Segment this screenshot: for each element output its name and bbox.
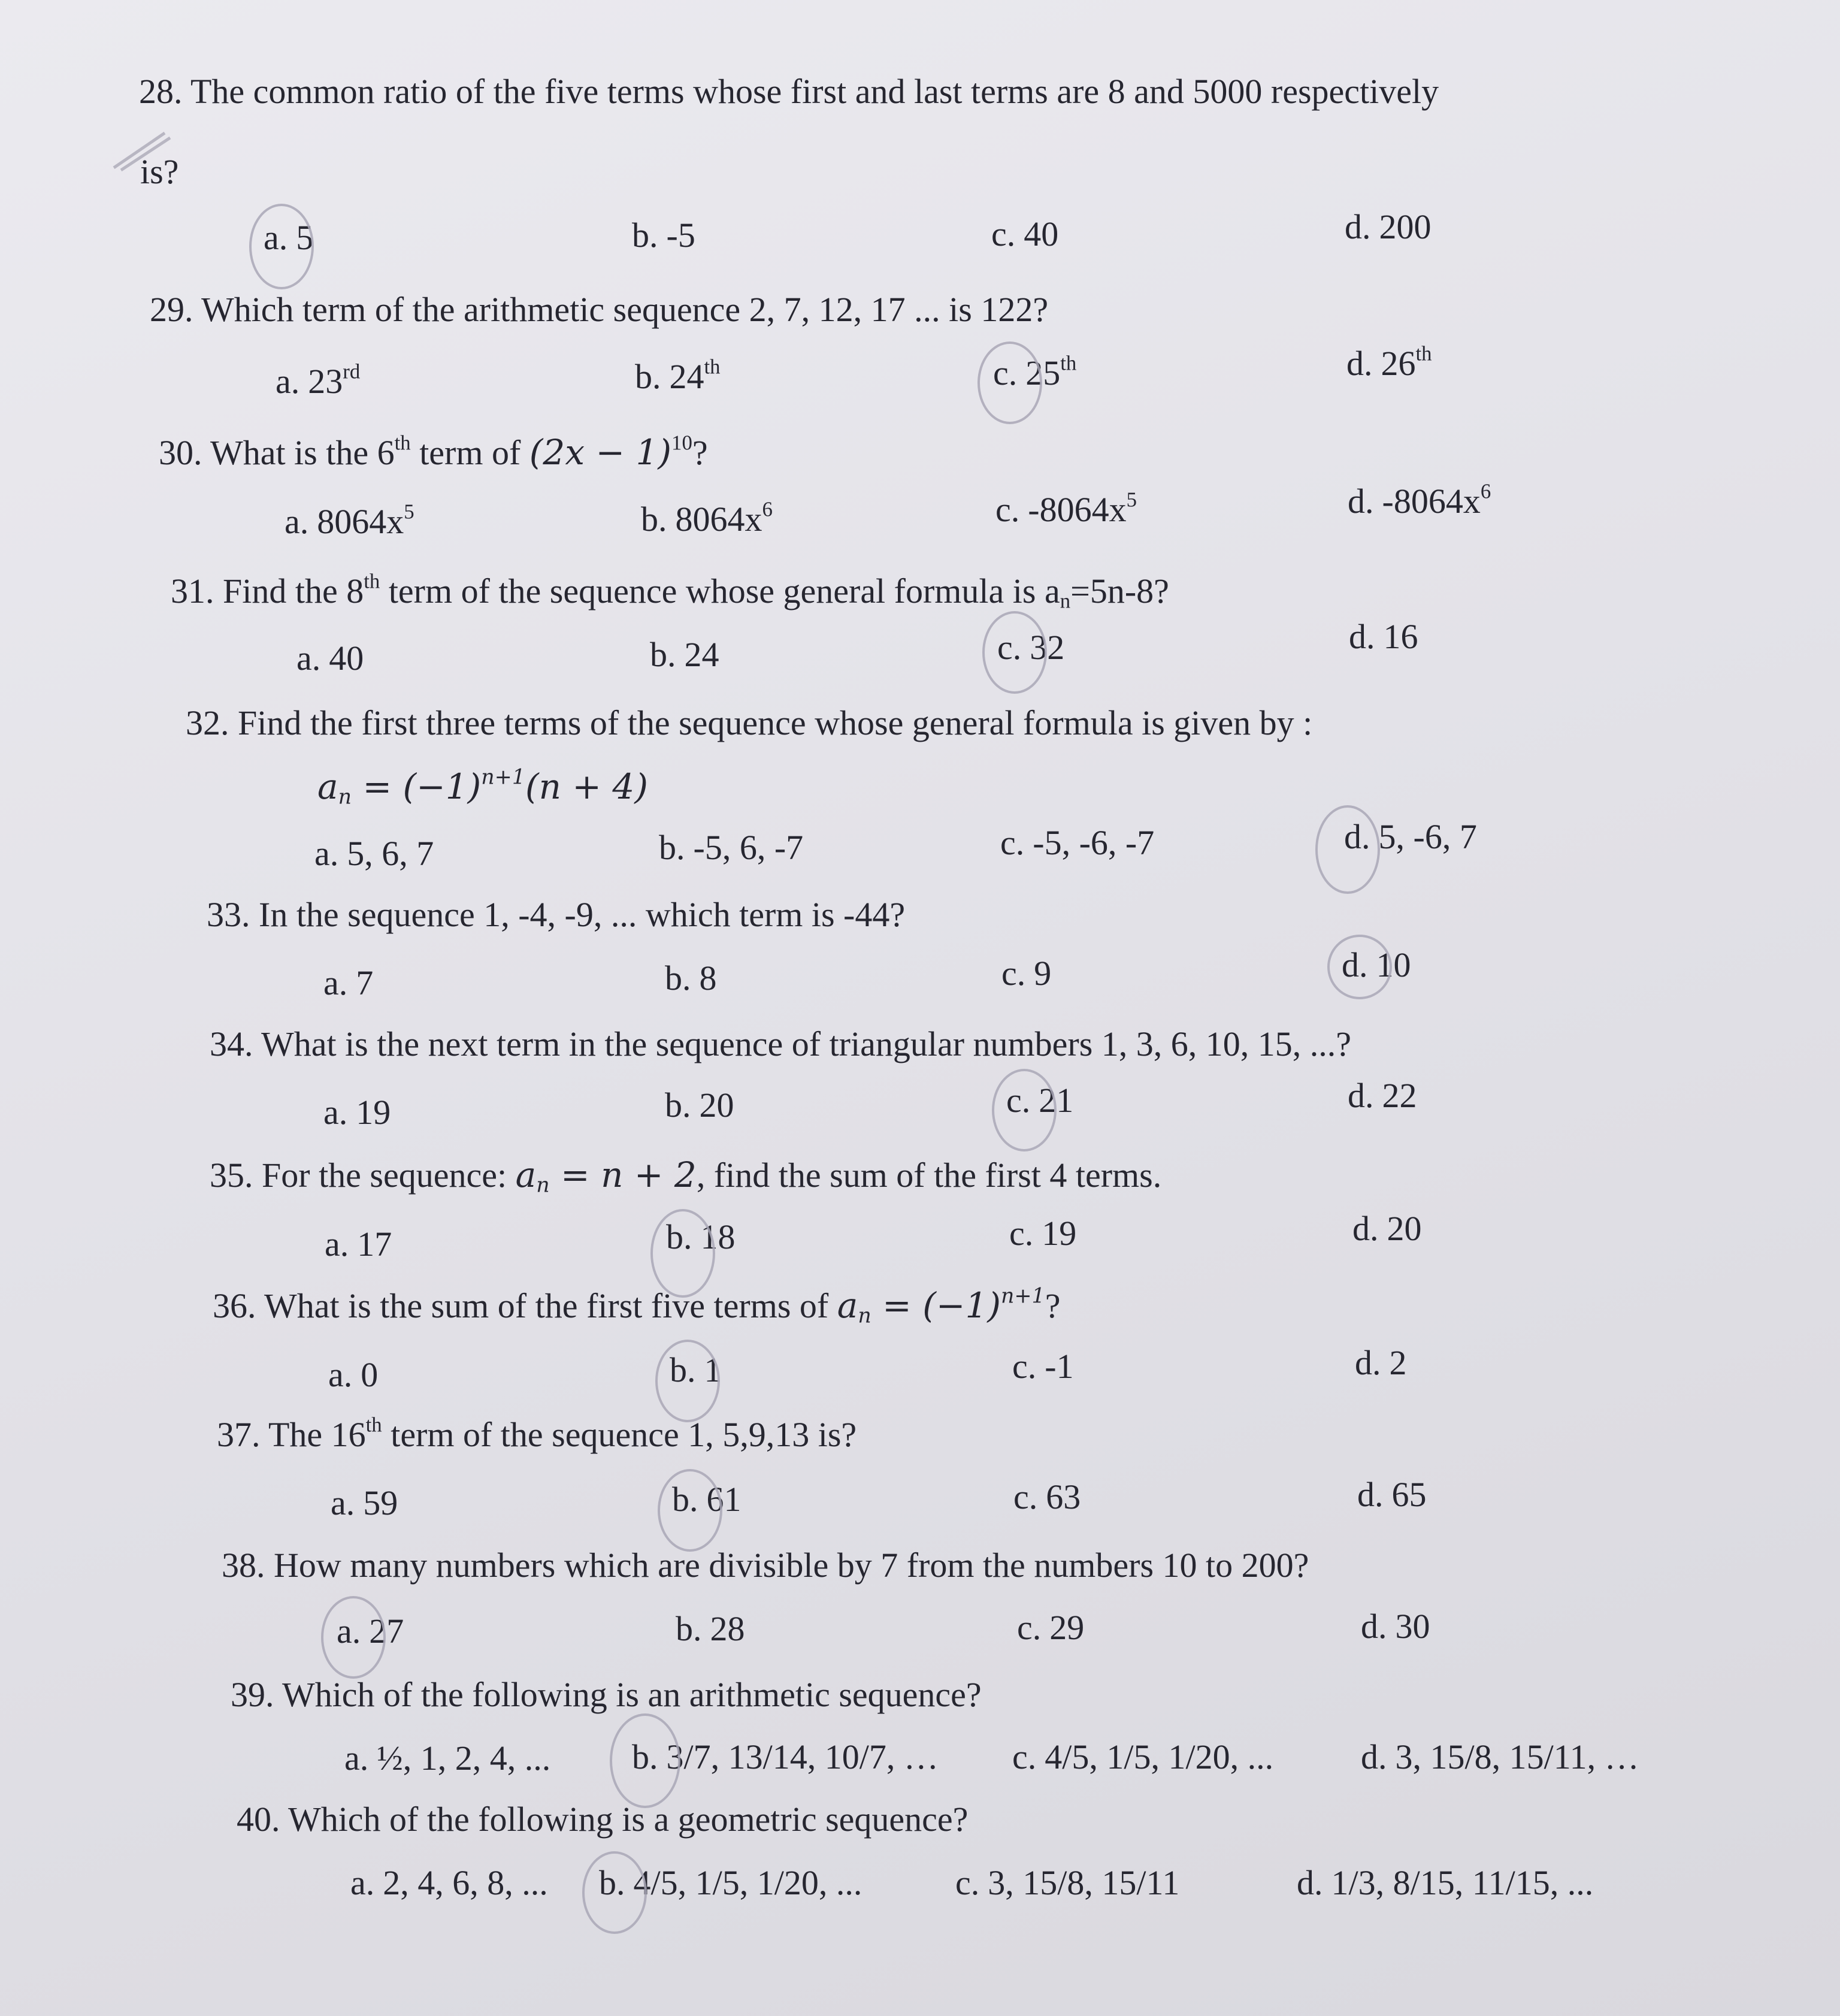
option-31a[interactable]: a. 40 <box>296 639 364 678</box>
option-29d[interactable]: d. 26th <box>1346 341 1432 383</box>
option-38b[interactable]: b. 28 <box>676 1609 745 1648</box>
option-36c[interactable]: c. -1 <box>1012 1347 1074 1386</box>
answer-mark-36 <box>655 1340 720 1422</box>
option-37b[interactable]: b. 61 <box>672 1480 742 1519</box>
option-40b[interactable]: b. 4/5, 1/5, 1/20, ... <box>599 1863 862 1902</box>
answer-mark-32 <box>1315 805 1380 894</box>
option-30a[interactable]: a. $8064x^5$ <box>285 500 414 541</box>
question-35: 35. For the sequence: $a_n = n + 2$, find the sum of the first 4 terms. <box>210 1154 1162 1198</box>
option-33b[interactable]: b. 8 <box>665 959 717 998</box>
option-31d[interactable]: d. 16 <box>1349 617 1418 656</box>
option-28b[interactable]: b. -5 <box>632 216 695 255</box>
option-32b[interactable]: b. -5, 6, -7 <box>659 828 804 867</box>
answer-mark-39 <box>610 1713 680 1808</box>
option-36a[interactable]: a. 0 <box>328 1355 379 1394</box>
option-28c[interactable]: c. 40 <box>991 214 1059 253</box>
option-28a[interactable]: a. 5 <box>264 218 314 257</box>
answer-mark-37 <box>658 1469 722 1552</box>
answer-mark-34 <box>992 1069 1057 1151</box>
option-36d[interactable]: d. 2 <box>1355 1343 1407 1382</box>
option-33a[interactable]: a. 7 <box>323 963 374 1002</box>
option-39c[interactable]: c. 4/5, 1/5, 1/20, ... <box>1012 1737 1274 1776</box>
option-40a[interactable]: a. 2, 4, 6, 8, ... <box>350 1863 548 1902</box>
question-31: 31. Find the 8th term of the sequence whose general formula is $a_n=5n-8$? <box>171 569 1169 613</box>
option-30b[interactable]: b. $8064x^6$ <box>641 497 773 539</box>
option-33c[interactable]: c. 9 <box>1001 954 1052 993</box>
answer-mark-31 <box>982 611 1047 694</box>
answer-mark-35 <box>650 1209 715 1298</box>
answer-mark-40 <box>582 1851 647 1934</box>
option-39a[interactable]: a. ½, 1, 2, 4, ... <box>344 1739 551 1778</box>
question-40: 40. Which of the following is a geometric sequence? <box>237 1800 969 1839</box>
option-38c[interactable]: c. 29 <box>1017 1608 1085 1647</box>
question-28: 28. The common ratio of the five terms whose first and last terms are 8 and 5000 respectively <box>139 72 1439 111</box>
question-32-formula: $a_n = (-1)^{n+1}(n + 4)$ <box>317 765 648 809</box>
option-39d[interactable]: d. 3, 15/8, 15/11, … <box>1361 1737 1639 1776</box>
question-33: 33. In the sequence 1, -4, -9, ... which term is -44? <box>207 895 906 934</box>
option-35a[interactable]: a. 17 <box>325 1225 392 1264</box>
option-29b[interactable]: b. 24th <box>635 355 721 396</box>
option-36b[interactable]: b. 1 <box>670 1350 722 1389</box>
question-29: 29. Which term of the arithmetic sequence 2, 7, 12, 17 ... is 122? <box>150 290 1049 329</box>
option-29c[interactable]: c. 25th <box>993 351 1077 392</box>
question-28-continued: is? <box>140 152 179 191</box>
answer-mark-38 <box>321 1596 386 1679</box>
option-37d[interactable]: d. 65 <box>1357 1475 1427 1514</box>
option-34c[interactable]: c. 21 <box>1006 1081 1074 1120</box>
option-40c[interactable]: c. 3, 15/8, 15/11 <box>955 1863 1180 1902</box>
option-37c[interactable]: c. 63 <box>1013 1477 1081 1516</box>
question-34: 34. What is the next term in the sequence of triangular numbers 1, 3, 6, 10, 15, ...? <box>210 1024 1352 1063</box>
option-39b[interactable]: b. 3/7, 13/14, 10/7, … <box>632 1737 939 1776</box>
answer-mark-33 <box>1327 935 1392 999</box>
question-36: 36. What is the sum of the first five terms of $a_n = (-1)^{n+1}$? <box>213 1284 1061 1328</box>
option-31b[interactable]: b. 24 <box>650 635 719 674</box>
option-33d[interactable]: d. 10 <box>1342 945 1411 984</box>
option-35d[interactable]: d. 20 <box>1352 1209 1422 1248</box>
option-35b[interactable]: b. 18 <box>666 1217 736 1256</box>
option-31c[interactable]: c. 32 <box>997 628 1065 667</box>
option-28d[interactable]: d. 200 <box>1345 207 1432 246</box>
option-34a[interactable]: a. 19 <box>323 1093 391 1132</box>
answer-mark-28 <box>249 204 314 289</box>
option-38a[interactable]: a. 27 <box>337 1612 404 1651</box>
question-32: 32. Find the first three terms of the sequence whose general formula is given by : <box>186 703 1313 742</box>
option-34b[interactable]: b. 20 <box>665 1086 734 1125</box>
option-35c[interactable]: c. 19 <box>1009 1214 1077 1253</box>
option-32d[interactable]: d. 5, -6, 7 <box>1344 817 1477 856</box>
option-29a[interactable]: a. 23rd <box>276 359 361 401</box>
question-38: 38. How many numbers which are divisible by 7 from the numbers 10 to 200? <box>222 1546 1309 1585</box>
option-37a[interactable]: a. 59 <box>331 1483 398 1522</box>
option-30d[interactable]: d. $-8064x^6$ <box>1348 479 1491 521</box>
option-40d[interactable]: d. 1/3, 8/15, 11/15, ... <box>1297 1863 1594 1902</box>
option-32a[interactable]: a. 5, 6, 7 <box>314 834 434 873</box>
question-30: 30. What is the 6th term of $(2x - 1)^{10}$? <box>159 431 708 473</box>
option-38d[interactable]: d. 30 <box>1361 1607 1430 1646</box>
option-32c[interactable]: c. -5, -6, -7 <box>1000 823 1155 862</box>
option-30c[interactable]: c. $-8064x^5$ <box>995 488 1137 529</box>
option-34d[interactable]: d. 22 <box>1348 1076 1417 1115</box>
answer-mark-29 <box>978 341 1042 424</box>
question-39: 39. Which of the following is an arithmetic sequence? <box>231 1675 982 1714</box>
question-37: 37. The 16th term of the sequence 1, 5,9,13 is? <box>217 1413 857 1454</box>
